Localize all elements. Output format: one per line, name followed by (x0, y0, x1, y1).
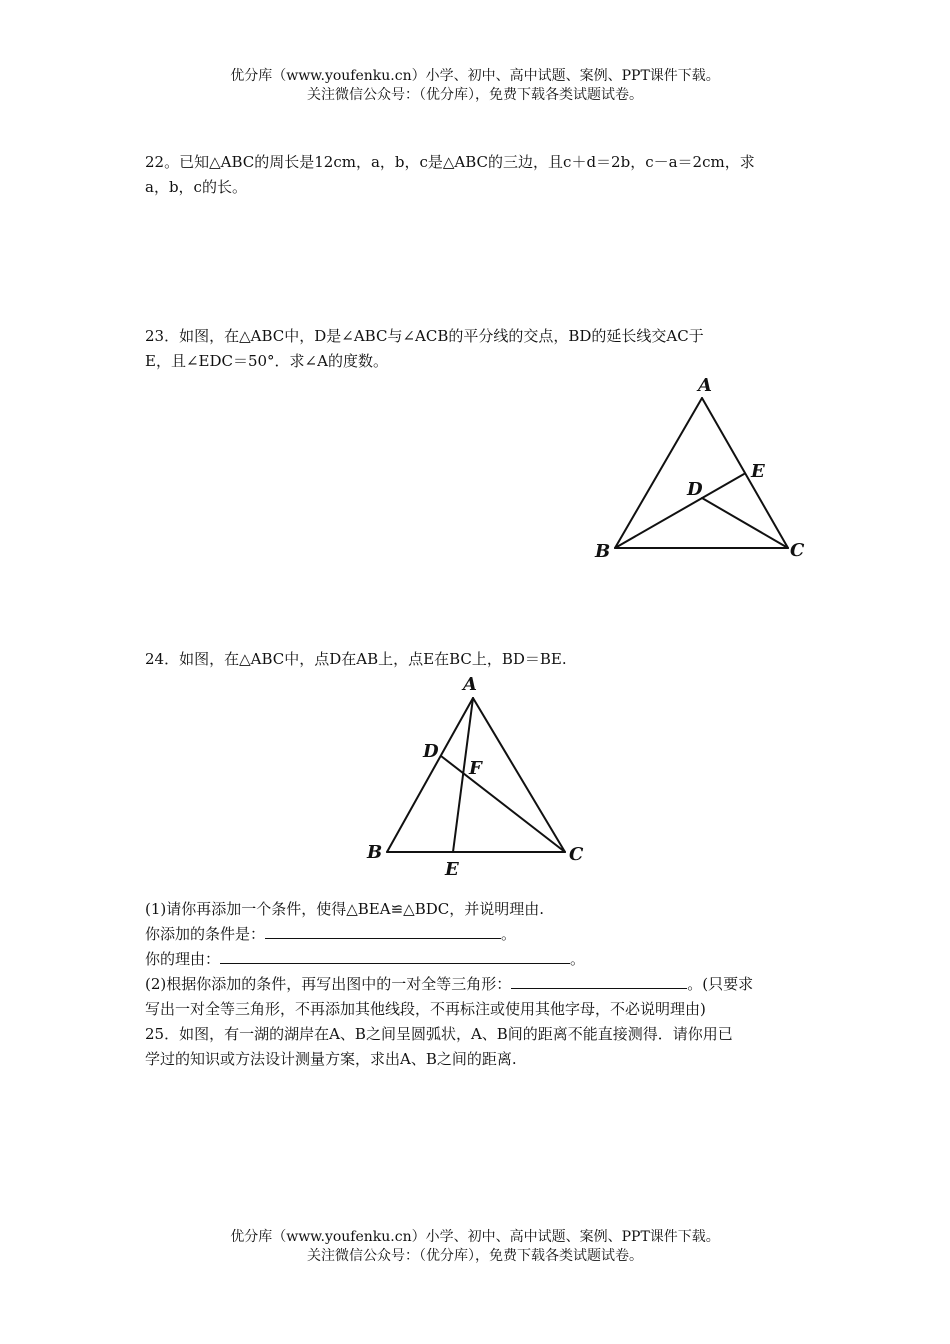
header-line-1: 优分库（www.youfenku.cn）小学、初中、高中试题、案例、PPT课件下载。 (230, 68, 720, 84)
header-line-2: 关注微信公众号：（优分库），免费下载各类试题试卷。 (307, 87, 643, 103)
footer-line-1: 优分库（www.youfenku.cn）小学、初中、高中试题、案例、PPT课件下载。 (230, 1229, 720, 1245)
q25-line-1: 25．如图，有一湖的湖岸在A、B之间呈圆弧状，A、B间的距离不能直接测得．请你用已 (145, 1025, 733, 1043)
page-header (0, 67, 950, 105)
q24-label-b: B (367, 842, 383, 863)
q24-part-2-text: (2)根据你添加的条件，再写出图中的一对全等三角形： (145, 975, 512, 993)
q24-reason-row (145, 947, 810, 972)
q24-part-2-tail: 。(只要求 (687, 975, 754, 993)
q24-part-1: (1)请你再添加一个条件，使得△BEA≌△BDC，并说明理由. (145, 900, 544, 918)
q23-line-1: 23．如图，在△ABC中，D是∠ABC与∠ACB的平分线的交点，BD的延长线交AC于 (145, 327, 704, 345)
q23-side-ac (702, 398, 788, 548)
q25-line-2: 学过的知识或方法设计测量方案，求出A、B之间的距离. (145, 1050, 517, 1068)
footer-line-2: 关注微信公众号：（优分库），免费下载各类试题试卷。 (307, 1248, 643, 1264)
q24-triangle-figure (355, 668, 605, 878)
q24-part-2-row (145, 972, 810, 997)
q24-label-d: D (423, 741, 439, 762)
q24-label-e: E (445, 859, 459, 878)
q24-condition-label: 你添加的条件是： (145, 925, 266, 943)
q24-label-a: A (463, 674, 477, 695)
q23-label-b: B (595, 541, 611, 562)
q23-label-a: A (698, 375, 712, 396)
question-24-intro: 24．如图，在△ABC中，点D在AB上，点E在BC上，BD＝BE. (145, 650, 567, 668)
q23-label-c: C (790, 540, 805, 561)
q24-condition-blank[interactable] (265, 924, 501, 939)
question-24-parts (145, 897, 810, 1022)
question-23 (145, 324, 810, 374)
q24-congruent-blank[interactable] (511, 974, 687, 989)
page-footer (0, 1228, 950, 1266)
q24-side-ab (387, 698, 473, 852)
q24-part-2-note: 写出一对全等三角形，不再添加其他线段，不再标注或使用其他字母，不必说明理由) (145, 1000, 706, 1018)
q23-triangle-figure (590, 370, 820, 570)
q24-reason-blank[interactable] (220, 949, 570, 964)
q23-side-ab (615, 398, 702, 548)
q24-condition-row (145, 922, 810, 947)
question-22 (145, 150, 810, 200)
q24-label-c: C (569, 844, 584, 865)
q23-line-2: E，且∠EDC＝50°．求∠A的度数。 (145, 352, 388, 370)
q24-reason-label: 你的理由： (145, 950, 221, 968)
question-25 (145, 1022, 810, 1072)
q23-label-e: E (751, 461, 765, 482)
q23-label-d: D (687, 479, 703, 500)
q22-line-1: 22。已知△ABC的周长是12cm，a，b，c是△ABC的三边，且c＋d＝2b，c－a＝2cm，求 (145, 153, 755, 171)
q23-segment-dc (702, 498, 788, 548)
q24-condition-end: 。 (501, 925, 517, 943)
q24-side-ac (473, 698, 565, 852)
q22-line-2: a，b，c的长。 (145, 178, 247, 196)
q24-reason-end: 。 (570, 950, 586, 968)
q24-label-f: F (469, 758, 482, 779)
